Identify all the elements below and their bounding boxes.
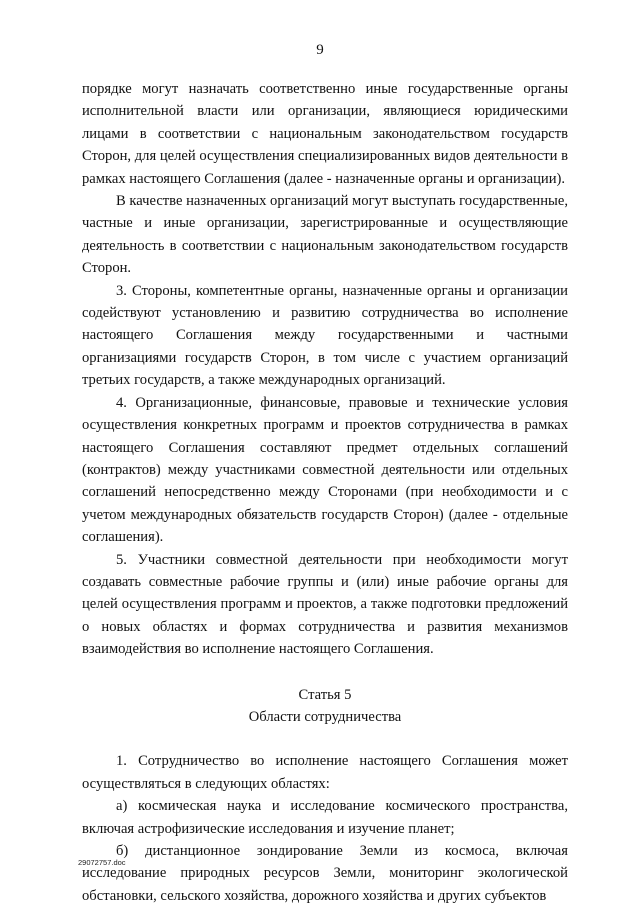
heading-spacer bbox=[82, 728, 568, 750]
paragraph-item-b: б) дистанционное зондирование Земли из космоса, включая исследование природных ресурсов Земли, мониторинг экологической обстановки, сельского хозяйства, дорожного хозяйства и других субъектов bbox=[82, 843, 568, 904]
page-number: 9 bbox=[316, 42, 324, 58]
document-body bbox=[82, 78, 568, 907]
article-title: Области сотрудничества bbox=[248, 708, 402, 725]
paragraph-item-3: 3. Стороны, компетентные органы, назначенные органы и организации содействуют установлению и развитию сотрудничества во исполнение настоящего Соглашения между государственными и частными организациями государств Сторон, в том числе с участием организаций третьих государств, а также международных организаций. bbox=[82, 282, 568, 389]
paragraph-continuation: порядке могут назначать соответственно иные государственные органы исполнительной власти или организации, являющиеся юридическими лицами в соответствии с национальным законодательством государств Сторон, для целей осуществления специализированных видов деятельности в рамках настоящего Соглашения (далее - назначенные органы и организации). bbox=[82, 81, 568, 187]
paragraph-item-5: 5. Участники совместной деятельности при необходимости могут создавать совместные рабочие группы и (или) иные рабочие органы для целей осуществления программ и проектов, а также подготовки предложений о новых областях и формах сотрудничества и развития механизмов взаимодействия во исполнение настоящего Соглашения. bbox=[82, 551, 568, 658]
article-number: Статья 5 bbox=[298, 686, 352, 703]
paragraph-item-4: 4. Организационные, финансовые, правовые и технические условия осуществления конкретных программ и проектов сотрудничества в рамках настоящего Соглашения составляют предмет отдельных соглашений (контрактов) между участниками совместной деятельности или отдельных соглашений непосредственно между Сторонами (при необходимости и с учетом международных обязательств государств Сторон) (далее - отдельные соглашения). bbox=[82, 394, 568, 546]
document-filename-footer: 29072757.doc bbox=[78, 858, 126, 867]
paragraph-item-a: а) космическая наука и исследование космического пространства, включая астрофизические исследования и изучение планет; bbox=[82, 798, 568, 837]
paragraph-article5-item-1: 1. Сотрудничество во исполнение настоящего Соглашения может осуществляться в следующих областях: bbox=[82, 753, 568, 792]
paragraph-designated-organizations: В качестве назначенных организаций могут выступать государственные, частные и иные организации, зарегистрированные и осуществляющие деятельность в соответствии с национальным законодательством государств Сторон. bbox=[82, 193, 568, 277]
